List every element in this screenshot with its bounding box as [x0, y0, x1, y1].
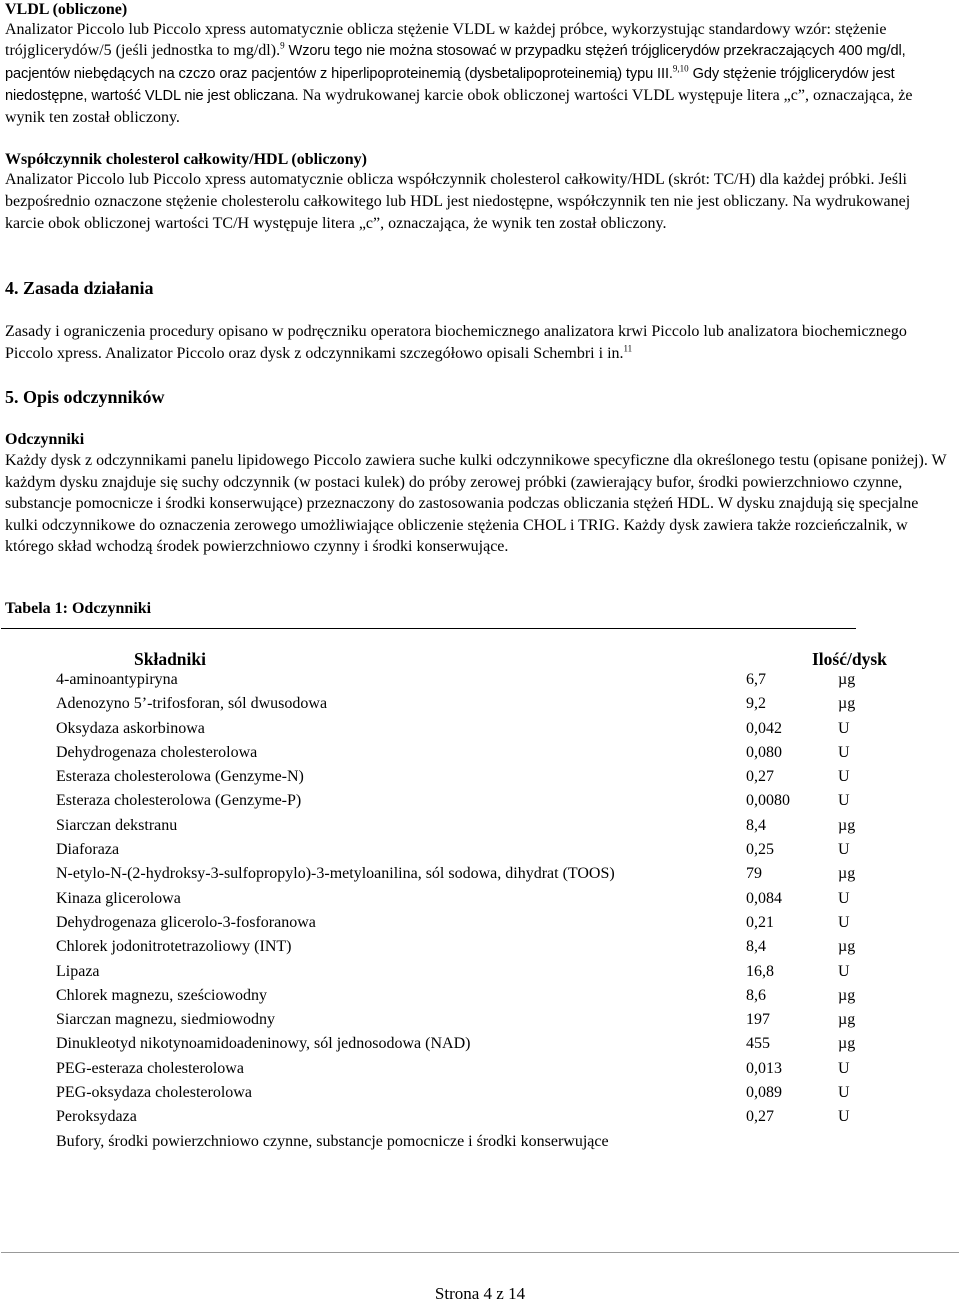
cell-name: Dehydrogenaza glicerolo-3-fosforanowa	[56, 913, 316, 931]
cell-unit: U	[838, 1059, 850, 1077]
cell-value: 0,25	[746, 841, 774, 859]
cell-unit: µg	[838, 816, 856, 834]
col-header-name: Składniki	[134, 649, 206, 669]
cell-value: 0,089	[746, 1084, 782, 1102]
cell-value: 0,0080	[746, 792, 790, 810]
table-row	[56, 913, 898, 937]
cell-unit	[838, 1132, 898, 1156]
reagents-heading: 5. Opis odczynników	[5, 387, 165, 407]
vldl-text-1: Analizator Piccolo lub Piccolo xpress automatycznie oblicza stężenie VLDL w każdej próbce, wykorzystując standardowy wzór: stężenie trójglicerydów/5 (jeśli jednostka to mg/dl).	[5, 21, 887, 60]
cell-unit: U	[838, 889, 850, 907]
cell-name: Adenozyno 5’-trifosforan, sól dwusodowa	[56, 695, 328, 713]
vldl-text-2: Wzoru tego nie można stosować w przypadku stężeń trójglicerydów przekraczających 400 mg/dl, pacjentów niebędących na czczo oraz pacjentów z hiperlipoproteinemią (dysbetalipoproteinemią) typu III.	[5, 43, 906, 82]
cell-name: Dinukleotyd nikotynoamidoadeninowy, sól jednosodowa (NAD)	[56, 1035, 471, 1053]
cell-name: Kinaza glicerolowa	[56, 889, 181, 907]
vldl-ref-1: 9	[280, 40, 285, 51]
footer-rule	[1, 1252, 959, 1253]
cell-value: 9,2	[746, 695, 766, 713]
cell-unit: U	[838, 719, 850, 737]
cell-unit: U	[838, 792, 850, 810]
table-row	[56, 840, 898, 864]
principle-heading: 4. Zasada działania	[5, 278, 154, 298]
cell-unit: U	[838, 768, 850, 786]
cell-unit: µg	[838, 695, 856, 713]
table-row	[56, 889, 898, 913]
cell-name: Oksydaza askorbinowa	[56, 719, 205, 737]
table-row	[56, 1132, 898, 1156]
cell-value: 16,8	[746, 962, 774, 980]
cell-name: PEG-oksydaza cholesterolowa	[56, 1084, 252, 1102]
cell-name: Peroksydaza	[56, 1108, 137, 1126]
page-number: Strona 4 z 14	[434, 1284, 526, 1303]
ratio-title: Współczynnik cholesterol całkowity/HDL (obliczony)	[5, 151, 367, 168]
cell-unit: U	[838, 913, 850, 931]
vldl-title: VLDL (obliczone)	[5, 1, 128, 18]
table-row	[56, 1059, 898, 1083]
cell-name: Chlorek jodonitrotetrazoliowy (INT)	[56, 938, 292, 956]
cell-name: N-etylo-N-(2-hydroksy-3-sulfopropylo)-3-metyloanilina, sól sodowa, dihydrat (TOOS)	[56, 865, 615, 883]
cell-name: Chlorek magnezu, sześciowodny	[56, 986, 268, 1004]
table-row	[56, 670, 898, 694]
table-top-rule	[1, 628, 856, 629]
cell-unit: U	[838, 1084, 850, 1102]
cell-unit: µg	[838, 938, 856, 956]
cell-value: 0,080	[746, 743, 782, 761]
cell-name: Siarczan magnezu, siedmiowodny	[56, 1011, 276, 1029]
vldl-paragraph	[5, 19, 953, 128]
cell-value: 0,27	[746, 1108, 774, 1126]
cell-value: 0,084	[746, 889, 782, 907]
table-row	[56, 767, 898, 791]
table-row	[56, 791, 898, 815]
table-row	[56, 719, 898, 743]
cell-name: Lipaza	[56, 962, 100, 980]
table-row	[56, 694, 898, 718]
cell-name: Diaforaza	[56, 841, 120, 859]
cell-name: Esteraza cholesterolowa (Genzyme-N)	[56, 768, 304, 786]
table-row	[56, 937, 898, 961]
reagents-table	[56, 642, 898, 1156]
cell-name: 4-aminoantypiryna	[56, 671, 178, 688]
cell-value: 0,042	[746, 719, 782, 737]
cell-unit: U	[838, 962, 850, 980]
cell-unit: U	[838, 743, 850, 761]
vldl-text-4: Na wydrukowanej karcie obok obliczonej wartości VLDL występuje litera „c”, oznaczająca, że wynik ten został obliczony.	[5, 86, 913, 127]
table-row	[56, 864, 898, 888]
cell-value: 455	[746, 1035, 770, 1053]
cell-value: 0,013	[746, 1059, 782, 1077]
cell-value: 79	[746, 865, 762, 883]
cell-value: 0,21	[746, 913, 774, 931]
principle-paragraph	[5, 321, 953, 365]
ratio-paragraph: Analizator Piccolo lub Piccolo xpress automatycznie oblicza współczynnik cholesterol całkowity/HDL (skrót: TC/H) dla każdej próbki. Jeśli bezpośrednio oznaczone stężenie cholesterolu całkowitego lub HDL jest niedostępne, współczynnik ten nie jest obliczany. Na wydrukowanej karcie obok obliczonej wartości TC/H występuje litera „c”, oznaczająca, że wynik ten został obliczony.	[5, 171, 911, 232]
table-row	[56, 1034, 898, 1058]
cell-unit: µg	[838, 986, 856, 1004]
principle-ref: 11	[623, 343, 633, 354]
vldl-text-3: Gdy stężenie trójglicerydów jest niedostępne, wartość VLDL nie jest obliczana.	[5, 65, 895, 104]
cell-unit: µg	[838, 671, 856, 688]
cell-name: Bufory, środki powierzchniowo czynne, substancje pomocnicze i środki konserwujące	[56, 1132, 609, 1150]
table-row	[56, 1107, 898, 1131]
reagents-subheading: Odczynniki	[5, 431, 85, 448]
cell-unit: µg	[838, 865, 856, 883]
cell-name: Siarczan dekstranu	[56, 816, 178, 834]
table-row	[56, 1083, 898, 1107]
cell-value: 8,4	[746, 816, 766, 834]
table-row	[56, 743, 898, 767]
cell-unit: µg	[838, 1011, 856, 1029]
table-row	[56, 986, 898, 1010]
cell-unit: µg	[838, 1035, 856, 1053]
cell-value: 8,4	[746, 938, 766, 956]
cell-name: Esteraza cholesterolowa (Genzyme-P)	[56, 792, 302, 810]
cell-value: 8,6	[746, 986, 766, 1004]
table-row	[56, 816, 898, 840]
cell-unit: U	[838, 841, 850, 859]
cell-value: 6,7	[746, 671, 766, 688]
principle-text: Zasady i ograniczenia procedury opisano w podręczniku operatora biochemicznego analizatora krwi Piccolo lub analizatora biochemicznego Piccolo xpress. Analizator Piccolo oraz dysk z odczynnikami szczegółowo opisali Schembri i in.	[5, 323, 907, 362]
cell-name: Dehydrogenaza cholesterolowa	[56, 743, 258, 761]
cell-value: 197	[746, 1011, 770, 1029]
reagents-paragraph: Każdy dysk z odczynnikami panelu lipidowego Piccolo zawiera suche kulki odczynnikowe specyficzne dla określonego testu (opisane poniżej). W każdym dysku znajduje się suchy odczynnik (w postaci kulek) do próby zerowej próbki (zawierający bufor, środki powierzchniowo czynne, substancje pomocnicze i środki konserwujące) przeznaczony do zastosowania podczas obliczania stężeń HDL. W dysku znajdują się specjalne kulki odczynnikowe do oznaczenia zerowego umożliwiające obliczenie stężenia CHOL i TRIG. Każdy dysk zawiera także rozcieńczalnik, w którego skład wchodzą środek powierzchniowo czynny i środki konserwujące.	[5, 452, 947, 556]
vldl-ref-2: 9,10	[672, 63, 689, 74]
table-row	[56, 1010, 898, 1034]
cell-value: 0,27	[746, 768, 774, 786]
cell-value	[746, 1132, 838, 1156]
cell-name: PEG-esteraza cholesterolowa	[56, 1059, 244, 1077]
table-row	[56, 962, 898, 986]
table-title: Tabela 1: Odczynniki	[5, 600, 152, 617]
cell-unit: U	[838, 1108, 850, 1126]
col-header-amount: Ilość/dysk	[812, 649, 887, 669]
